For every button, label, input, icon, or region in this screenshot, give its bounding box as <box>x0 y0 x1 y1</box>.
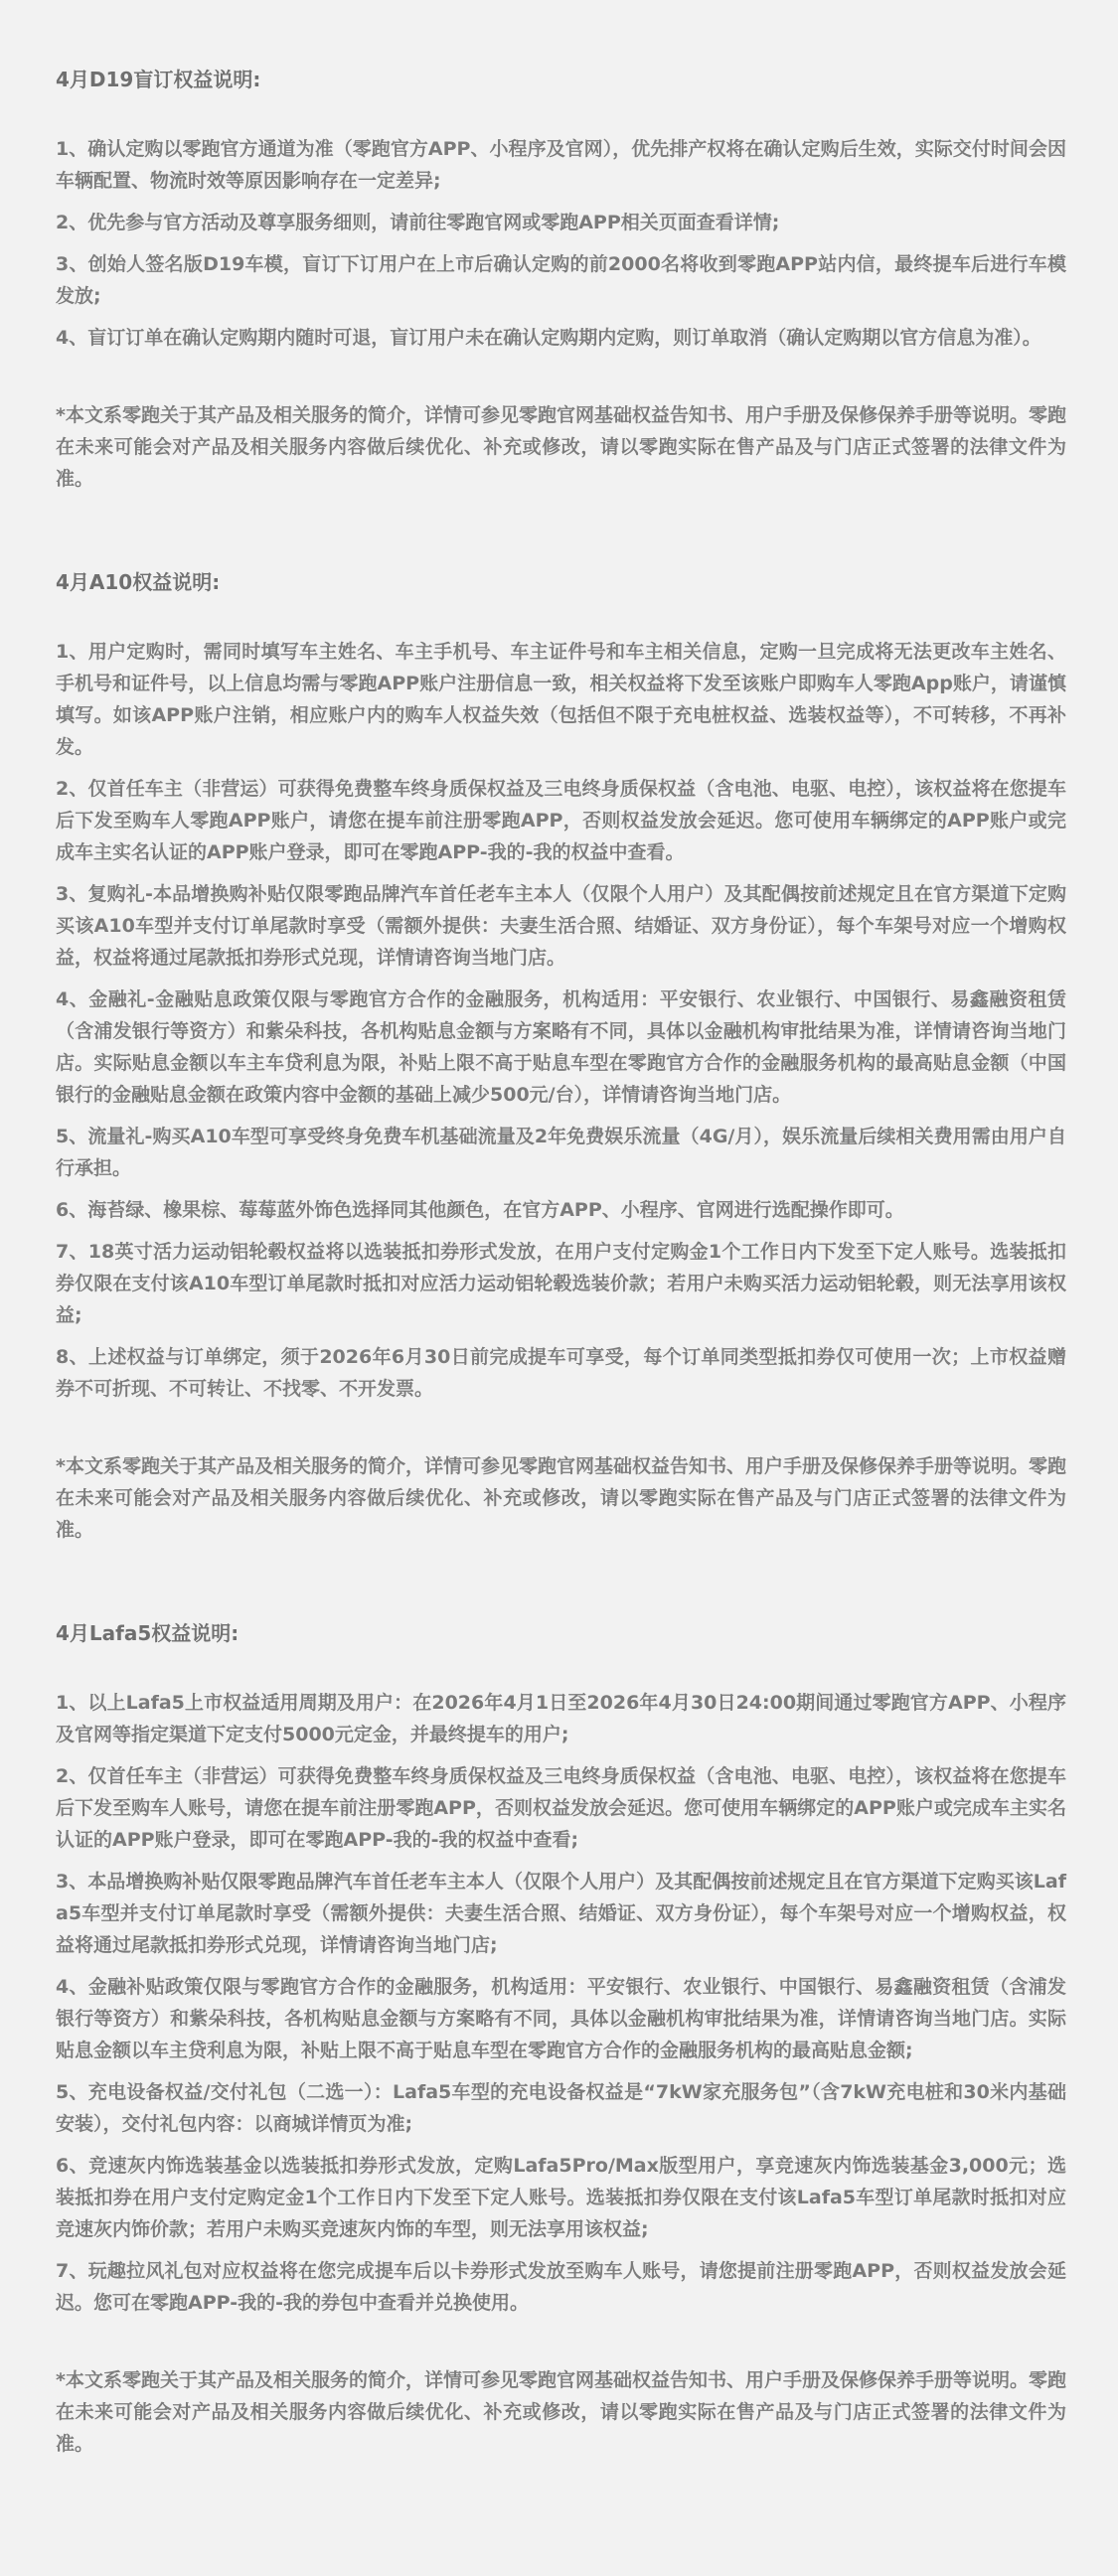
list-item: 2、仅首任车主（非营运）可获得免费整车终身质保权益及三电终身质保权益（含电池、电驱、电控），该权益将在您提车后下发至购车人零跑APP账户，请您在提车前注册零跑APP，否则权益发放会延迟。您可使用车辆绑定的APP账户或完成车主实名认证的APP账户登录，即可在零跑APP-我的-我的权益中查看。 <box>56 778 1066 863</box>
section-title-d19: 4月D19盲订权益说明: <box>56 68 261 91</box>
list-item: 7、玩趣拉风礼包对应权益将在您完成提车后以卡券形式发放至购车人账号，请您提前注册零跑APP，否则权益发放会延迟。您可在零跑APP-我的-我的券包中查看并兑换使用。 <box>56 2260 1066 2314</box>
list-item: 1、以上Lafa5上市权益适用周期及用户：在2026年4月1日至2026年4月30日24:00期间通过零跑官方APP、小程序及官网等指定渠道下定支付5000元定金，并最终提车的用户; <box>56 1692 1066 1745</box>
section-title-lafa5: 4月Lafa5权益说明: <box>56 1621 240 1645</box>
disclaimer-note: *本文系零跑关于其产品及相关服务的简介，详情可参见零跑官网基础权益告知书、用户手册及保修保养手册等说明。零跑在未来可能会对产品及相关服务内容做后续优化、补充或修改，请以零跑实际在售产品及与门店正式签署的法律文件为准。 <box>56 1455 1066 1541</box>
lafa5-items <box>56 1687 1066 2319</box>
list-item: 3、创始人签名版D19车模，盲订下订用户在上市后确认定购的前2000名将收到零跑APP站内信，最终提车后进行车模发放; <box>56 253 1066 307</box>
disclaimer-note: *本文系零跑关于其产品及相关服务的简介，详情可参见零跑官网基础权益告知书、用户手册及保修保养手册等说明。零跑在未来可能会对产品及相关服务内容做后续优化、补充或修改，请以零跑实际在售产品及与门店正式签署的法律文件为准。 <box>56 2369 1066 2455</box>
disclaimer-note: *本文系零跑关于其产品及相关服务的简介，详情可参见零跑官网基础权益告知书、用户手册及保修保养手册等说明。零跑在未来可能会对产品及相关服务内容做后续优化、补充或修改，请以零跑实际在售产品及与门店正式签署的法律文件为准。 <box>56 404 1066 490</box>
list-item: 6、竞速灰内饰选装基金以选装抵扣券形式发放，定购Lafa5Pro/Max版型用户，享竞速灰内饰选装基金3,000元；选装抵扣券在用户支付定购定金1个工作日内下发至下定人账号。选装抵扣券仅限在支付该Lafa5车型订单尾款时抵扣对应竞速灰内饰价款；若用户未购买竞速灰内饰的车型，则无法享用该权益; <box>56 2155 1066 2240</box>
list-item: 2、优先参与官方活动及尊享服务细则，请前往零跑官网或零跑APP相关页面查看详情; <box>56 212 780 233</box>
section-lafa5 <box>56 1617 1066 2460</box>
list-item: 3、本品增换购补贴仅限零跑品牌汽车首任老车主本人（仅限个人用户）及其配偶按前述规定且在官方渠道下定购买该Lafa5车型并支付订单尾款时享受（需额外提供：夫妻生活合照、结婚证、双方身份证），每个车架号对应一个增购权益，权益将通过尾款抵扣券形式兑现，详情请咨询当地门店; <box>56 1871 1066 1956</box>
list-item: 5、流量礼-购买A10车型可享受终身免费车机基础流量及2年免费娱乐流量（4G/月），娱乐流量后续相关费用需由用户自行承担。 <box>56 1126 1066 1179</box>
list-item: 8、上述权益与订单绑定，须于2026年6月30日前完成提车可享受，每个订单同类型抵扣券仅可使用一次；上市权益赠券不可折现、不可转让、不找零、不开发票。 <box>56 1346 1066 1400</box>
list-item: 3、复购礼-本品增换购补贴仅限零跑品牌汽车首任老车主本人（仅限个人用户）及其配偶按前述规定且在官方渠道下定购买该A10车型并支付订单尾款时享受（需额外提供：夫妻生活合照、结婚证、双方身份证），每个车架号对应一个增购权益，权益将通过尾款抵扣券形式兑现，详情请咨询当地门店。 <box>56 883 1066 969</box>
list-item: 1、用户定购时，需同时填写车主姓名、车主手机号、车主证件号和车主相关信息，定购一旦完成将无法更改车主姓名、手机号和证件号，以上信息均需与零跑APP账户注册信息一致，相关权益将下发至该账户即购车人零跑App账户，请谨慎填写。如该APP账户注销，相应账户内的购车人权益失效（包括但不限于充电桩权益、选装权益等），不可转移，不再补发。 <box>56 641 1066 758</box>
list-item: 2、仅首任车主（非营运）可获得免费整车终身质保权益及三电终身质保权益（含电池、电驱、电控），该权益将在您提车后下发至购车人账号，请您在提车前注册零跑APP，否则权益发放会延迟。您可使用车辆绑定的APP账户或完成车主实名认证的APP账户登录，即可在零跑APP-我的-我的权益中查看; <box>56 1765 1066 1851</box>
list-item: 6、海苔绿、橡果棕、莓莓蓝外饰色选择同其他颜色，在官方APP、小程序、官网进行选配操作即可。 <box>56 1199 904 1221</box>
list-item: 4、金融礼-金融贴息政策仅限与零跑官方合作的金融服务，机构适用：平安银行、农业银行、中国银行、易鑫融资租赁（含浦发银行等资方）和紫朵科技，各机构贴息金额与方案略有不同，具体以金融机构审批结果为准，详情请咨询当地门店。实际贴息金额以车主车贷利息为限，补贴上限不高于贴息车型在零跑官方合作的金融服务机构的最高贴息金额（中国银行的金融贴息金额在政策内容中金额的基础上减少500元/台），详情请咨询当地门店。 <box>56 988 1066 1106</box>
list-item: 4、金融补贴政策仅限与零跑官方合作的金融服务，机构适用：平安银行、农业银行、中国银行、易鑫融资租赁（含浦发银行等资方）和紫朵科技，各机构贴息金额与方案略有不同，具体以金融机构审批结果为准，详情请咨询当地门店。实际贴息金额以车主贷利息为限，补贴上限不高于贴息车型在零跑官方合作的金融服务机构的最高贴息金额; <box>56 1976 1066 2061</box>
section-a10 <box>56 566 1066 1546</box>
section-title-a10: 4月A10权益说明: <box>56 570 221 594</box>
section-d19 <box>56 64 1066 495</box>
a10-items <box>56 636 1066 1405</box>
list-item: 7、18英寸活力运动铝轮毂权益将以选装抵扣券形式发放，在用户支付定购金1个工作日内下发至下定人账号。选装抵扣券仅限在支付该A10车型订单尾款时抵扣对应活力运动铝轮毂选装价款；若用户未购买活力运动铝轮毂，则无法享用该权益; <box>56 1241 1066 1326</box>
list-item: 5、充电设备权益/交付礼包（二选一）：Lafa5车型的充电设备权益是“7kW家充服务包”（含7kW充电桩和30米内基础安装），交付礼包内容：以商城详情页为准; <box>56 2081 1066 2135</box>
d19-items <box>56 133 1066 354</box>
list-item: 4、盲订订单在确认定购期内随时可退，盲订用户未在确认定购期内定购，则订单取消（确认定购期以官方信息为准）。 <box>56 327 1041 349</box>
list-item: 1、确认定购以零跑官方通道为准（零跑官方APP、小程序及官网），优先排产权将在确认定购后生效，实际交付时间会因车辆配置、物流时效等原因影响存在一定差异; <box>56 138 1066 192</box>
